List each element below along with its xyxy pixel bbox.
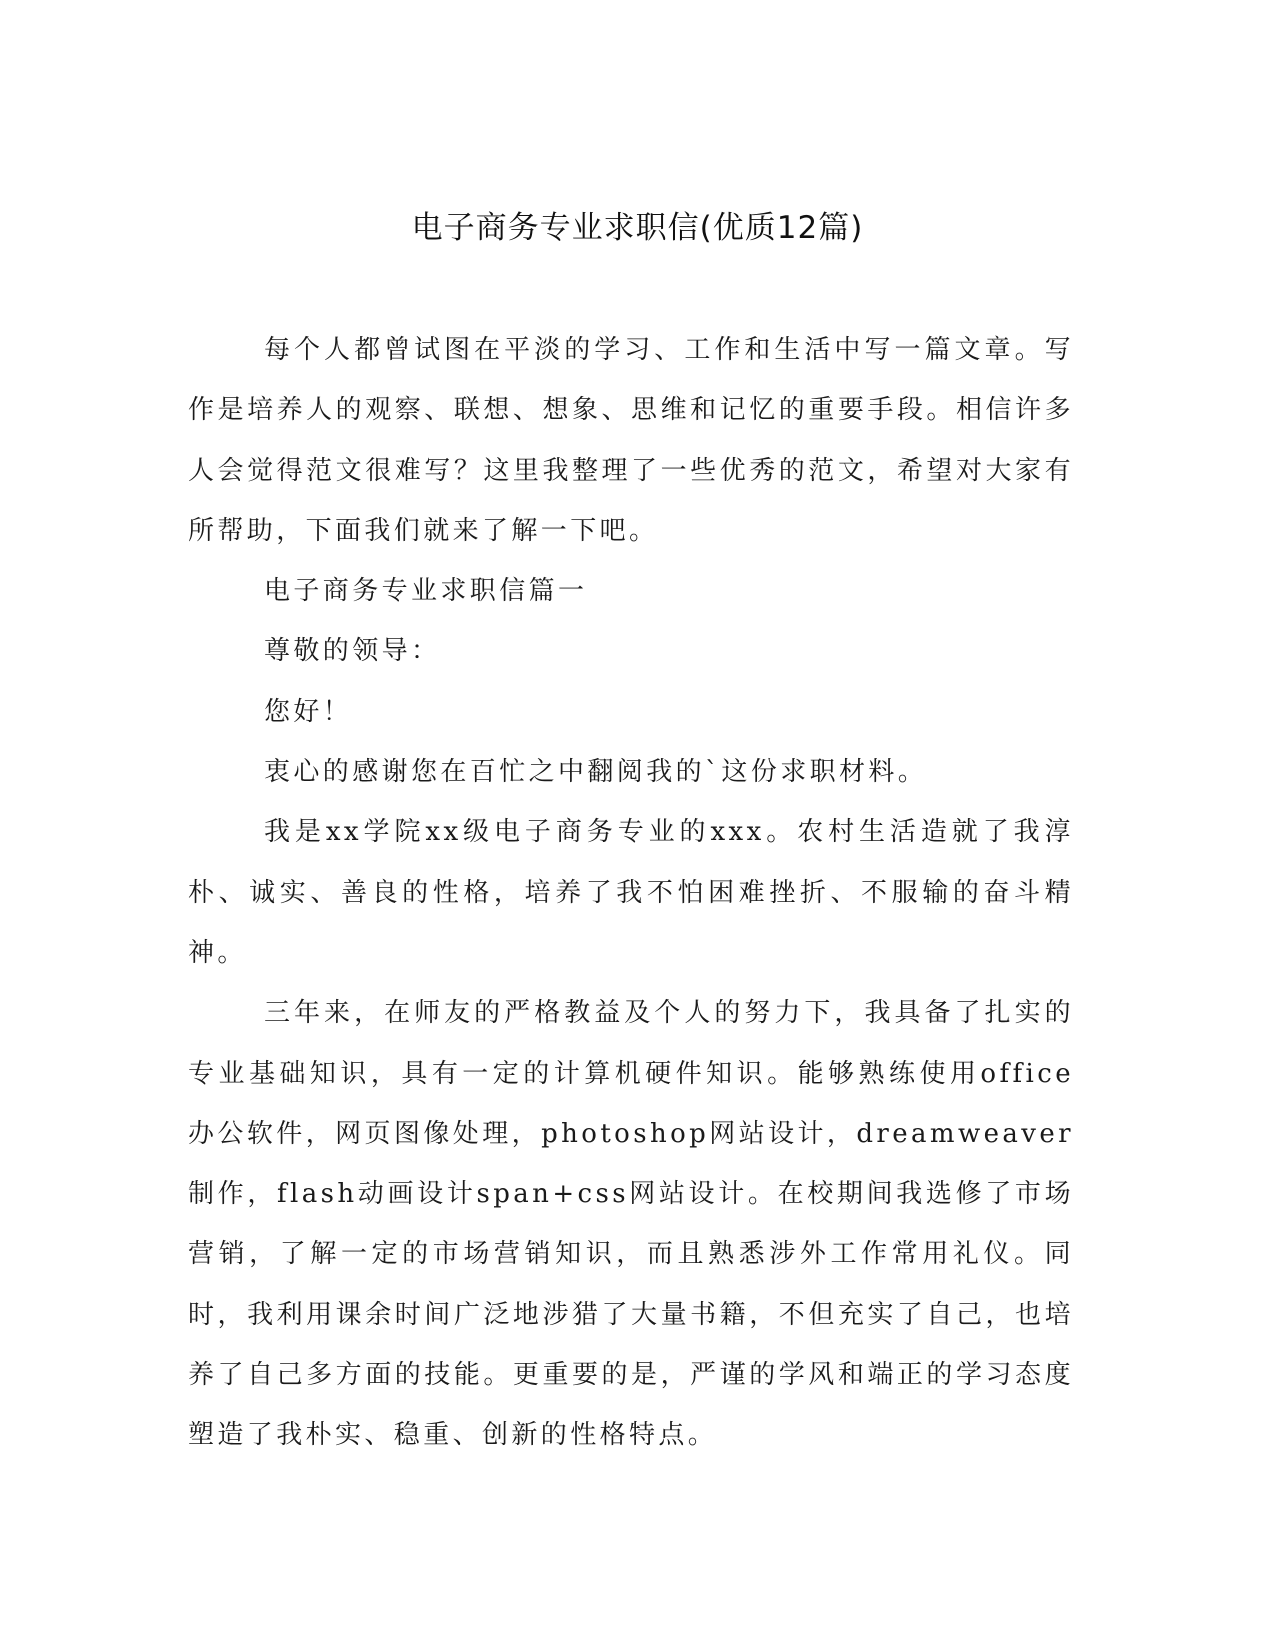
skills-paragraph: 三年来，在师友的严格教益及个人的努力下，我具备了扎实的专业基础知识，具有一定的计算机硬件知识。能够熟练使用office办公软件，网页图像处理，photoshop网站设计，dreamweaver制作，flash动画设计span+css网站设计。在校期间我选修了市场营销，了解一定的市场营销知识，而且熟悉涉外工作常用礼仪。同时，我利用课余时间广泛地涉猎了大量书籍，不但充实了自己，也培养了自己多方面的技能。更重要的是，严谨的学风和端正的学习态度塑造了我朴实、稳重、创新的性格特点。 — [188, 998, 1074, 1451]
greeting: 您好！ — [264, 696, 353, 727]
intro-paragraph: 每个人都曾试图在平淡的学习、工作和生活中写一篇文章。写作是培养人的观察、联想、想象、思维和记忆的重要手段。相信许多人会觉得范文很难写？这里我整理了一些优秀的范文，希望对大家有所帮助，下面我们就来了解一下吧。 — [188, 335, 1074, 546]
salutation: 尊敬的领导： — [264, 636, 441, 667]
thanks-paragraph: 衷心的感谢您在百忙之中翻阅我的`这份求职材料。 — [264, 757, 928, 788]
self-introduction-paragraph: 我是xx学院xx级电子商务专业的xxx。农村生活造就了我淳朴、诚实、善良的性格，培养了我不怕困难挫折、不服输的奋斗精神。 — [188, 817, 1074, 968]
document-title: 电子商务专业求职信(优质12篇) — [411, 210, 864, 246]
document-body — [188, 320, 1074, 1466]
section-heading: 电子商务专业求职信篇一 — [264, 576, 588, 607]
